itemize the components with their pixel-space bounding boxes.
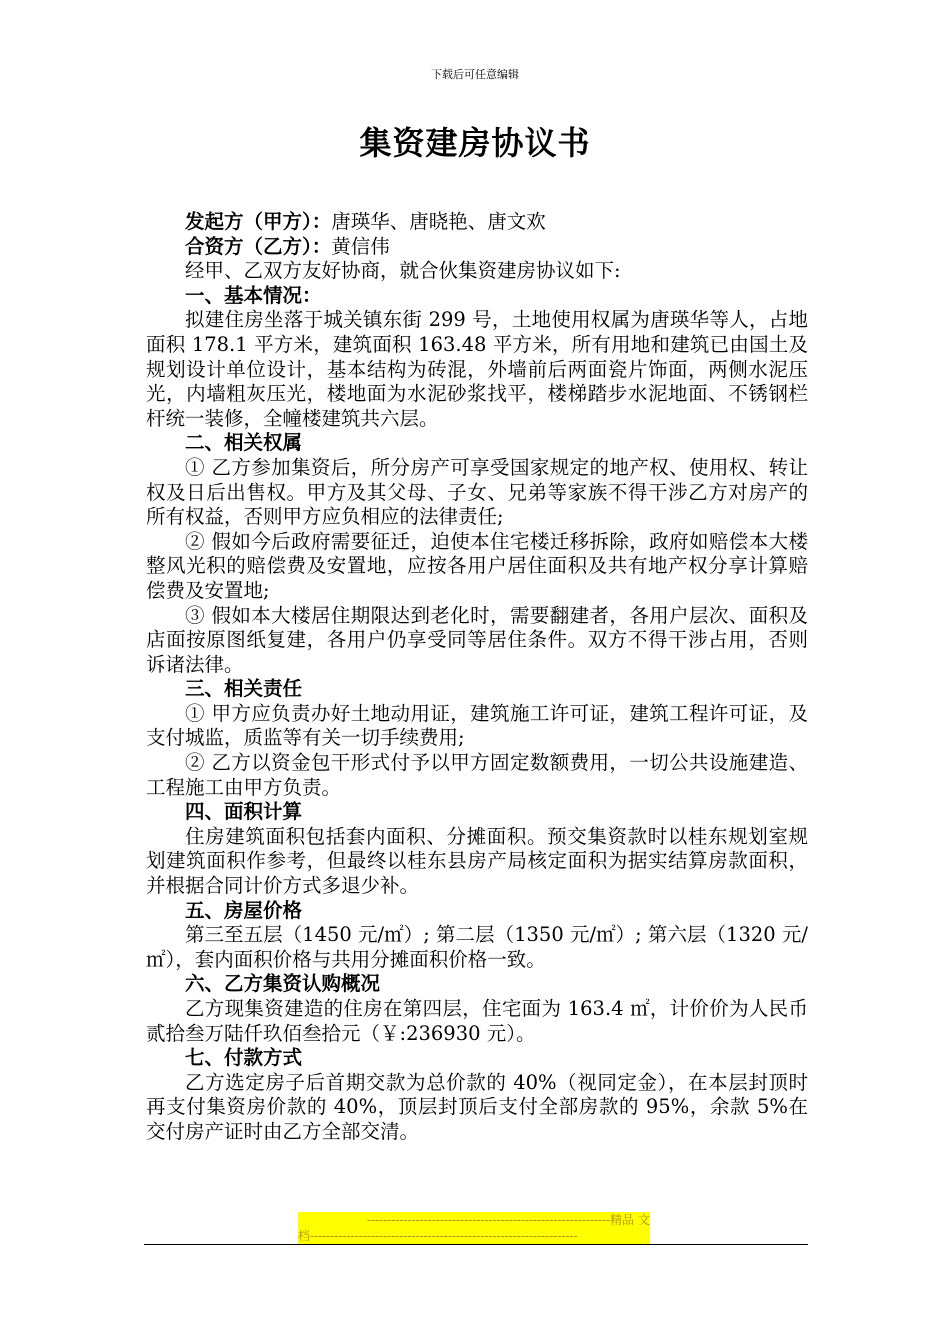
intro-statement: 经甲、乙双方友好协商，就合伙集资建房协议如下:	[185, 259, 621, 283]
section-housing-price	[146, 899, 808, 973]
section-paragraph: 乙方选定房子后首期交款为总价款的 40%（视同定金），在本层封顶时再支付集资房价款的 40%，顶层封顶后支付全部房款的 95%，余款 5%在交付房产证时由乙方全部交清。	[146, 1070, 808, 1143]
section-responsibilities	[146, 677, 808, 800]
initiator-names: 唐瑛华、唐晓艳、唐文欢	[331, 210, 546, 233]
footer-banner-line: 档------------------------------------------------------------------	[298, 1229, 578, 1243]
section-paragraph: ③ 假如本大楼居住期限达到老化时，需要翻建者，各用户层次、面积及店面按原图纸复建，各用户仍享受同等居住条件。双方不得干涉占用，否则诉诸法律。	[146, 603, 808, 676]
section-heading: 一、基本情况：	[185, 283, 322, 307]
section-payment-method	[146, 1046, 808, 1144]
section-paragraph: 第三至五层（1450 元/㎡）; 第二层（1350 元/㎡）; 第六层（1320 元/㎡），套内面积价格与共用分摊面积价格一致。	[146, 923, 808, 971]
section-subscription-overview	[146, 972, 808, 1046]
section-basic-info	[146, 284, 808, 432]
section-heading: 三、相关责任	[185, 677, 303, 701]
section-paragraph: 拟建住房坐落于城关镇东街 299 号，土地使用权属为唐瑛华等人，占地面积 178.1 平方米，建筑面积 163.48 平方米，所有用地和建筑已由国土及规划设计单位设计，基本结构为砖混，外墙前后两面瓷片饰面，两侧水泥压光，内墙粗灰压光，楼地面为水泥砂浆找平，楼梯踏步水泥地面、不锈钢栏杆统一装修，全幢楼建筑共六层。	[146, 308, 808, 430]
investor-label: 合资方（乙方）：	[185, 234, 332, 258]
section-heading: 五、房屋价格	[185, 898, 303, 922]
section-area-calculation	[146, 800, 808, 898]
agreement-body	[146, 210, 808, 1145]
page-header: 下载后可任意编辑	[431, 68, 519, 81]
footer-banner-line: ------------------------------------------------------------精品 文	[366, 1213, 650, 1227]
initiator-line	[146, 210, 808, 235]
section-heading: 六、乙方集资认购概况	[185, 972, 381, 996]
investor-names: 黄信伟	[331, 234, 390, 258]
section-ownership	[146, 431, 808, 677]
section-heading: 二、相关权属	[185, 431, 303, 455]
footer-banner	[298, 1212, 650, 1244]
section-paragraph: ② 假如今后政府需要征迁，迫使本住宅楼迁移拆除，政府如赔偿本大楼整风光积的赔偿费及安置地，应按各用户居住面积及共有地产权分享计算赔偿费及安置地;	[146, 529, 808, 602]
document-title: 集资建房协议书	[359, 124, 591, 162]
section-heading: 七、付款方式	[185, 1046, 303, 1070]
section-paragraph: ② 乙方以资金包干形式付予以甲方固定数额费用，一切公共设施建造、工程施工由甲方负责。	[146, 751, 808, 799]
initiator-label: 发起方（甲方）：	[185, 210, 332, 233]
investor-line	[146, 235, 808, 260]
footer-rule	[144, 1244, 808, 1245]
section-paragraph: 乙方现集资建造的住房在第四层，住宅面为 163.4 ㎡，计价价为人民币贰拾叁万陆仟玖佰叁拾元（￥:236930 元）。	[146, 997, 808, 1045]
section-paragraph: 住房建筑面积包括套内面积、分摊面积。预交集资款时以桂东规划室规划建筑面积作参考，但最终以桂东县房产局核定面积为据实结算房款面积，并根据合同计价方式多退少补。	[146, 824, 808, 898]
section-paragraph: ① 乙方参加集资后，所分房产可享受国家规定的地产权、使用权、转让权及日后出售权。甲方及其父母、子女、兄弟等家族不得干涉乙方对房产的所有权益，否则甲方应负相应的法律责任;	[146, 455, 808, 529]
section-heading: 四、面积计算	[185, 800, 303, 824]
section-paragraph: ① 甲方应负责办好土地动用证，建筑施工许可证，建筑工程许可证，及支付城监，质监等有关一切手续费用;	[146, 701, 808, 750]
